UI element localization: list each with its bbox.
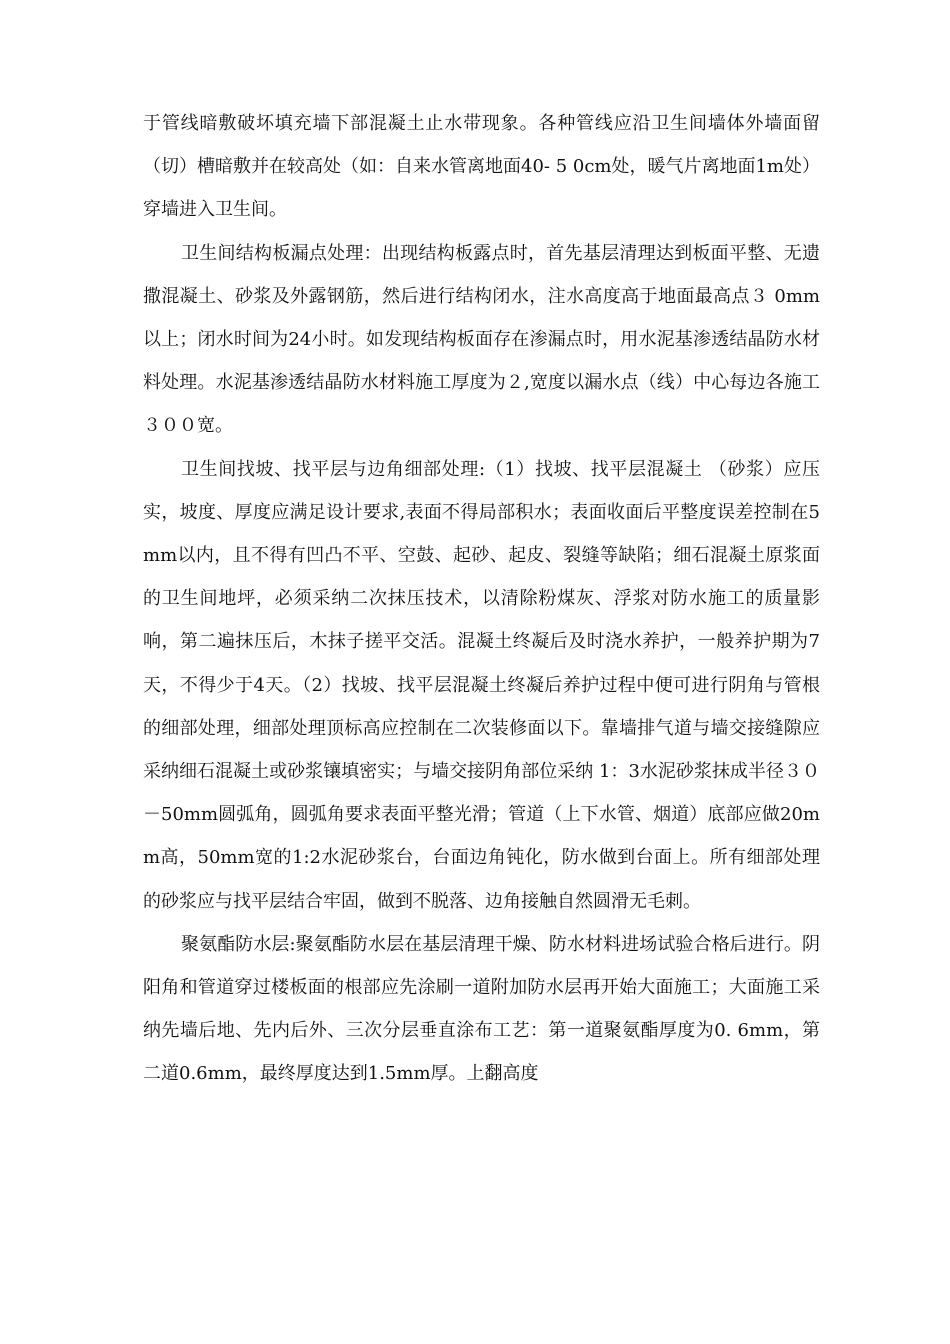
paragraph-pipe-routing: 于管线暗敷破坏填充墙下部混凝土止水带现象。各种管线应沿卫生间墙体外墙面留（切）槽暗敷并在较高处（如：自来水管离地面40- 5 0cm处，暖气片离地面1m处）穿墙进入卫生间。 <box>143 113 821 221</box>
paragraph-slab-leak-treatment: 卫生间结构板漏点处理：出现结构板露点时，首先基层清理达到板面平整、无遗撒混凝土、砂浆及外露钢筋，然后进行结构闭水，注水高度高于地面最高点３ 0mm以上；闭水时间为24小时。如发现结构板面存在渗漏点时，用水泥基渗透结晶防水材料处理。水泥基渗透结晶防水材料施工厚度为２,宽度以漏水点（线）中心每边各施工３００宽。 <box>143 242 820 437</box>
paragraph-slope-leveling-details: 卫生间找坡、找平层与边角细部处理:（1）找坡、找平层混凝土 （砂浆）应压实，坡度、厚度应满足设计要求,表面不得局部积水；表面收面后平整度误差控制在5mm以内，且不得有凹凸不平、空鼓、起砂、起皮、裂缝等缺陷；细石混凝土原浆面的卫生间地坪，必须采纳二次抹压技术，以清除粉煤灰、浮浆对防水施工的质量影响，第二遍抹压后，木抹子搓平交活。混凝土终凝后及时浇水养护，一般养护期为7天，不得少于4天。（2）找坡、找平层混凝土终凝后养护过程中便可进行阴角与管根的细部处理，细部处理顶标高应控制在二次装修面以下。靠墙排气道与墙交接缝隙应采纳细石混凝土或砂浆镶填密实；与墙交接阴角部位采纳 1：3水泥砂浆抹成半径３０－50mm圆弧角，圆弧角要求表面平整光滑；管道（上下水管、烟道）底部应做20mm高，50mm宽的1:2水泥砂浆台，台面边角钝化，防水做到台面上。所有细部处理的砂浆应与找平层结合牢固，做到不脱落、边角接触自然圆滑无毛刺。 <box>143 458 820 912</box>
document-body <box>143 102 820 1096</box>
paragraph-polyurethane-waterproofing: 聚氨酯防水层:聚氨酯防水层在基层清理干燥、防水材料进场试验合格后进行。阴阳角和管道穿过楼板面的根部应先涂刷一道附加防水层再开始大面施工；大面施工采纳先墙后地、先内后外、三次分层垂直涂布工艺：第一道聚氨酯厚度为0. 6mm，第二道0.6mm，最终厚度达到1.5mm厚。上翻高度 <box>143 933 820 1085</box>
